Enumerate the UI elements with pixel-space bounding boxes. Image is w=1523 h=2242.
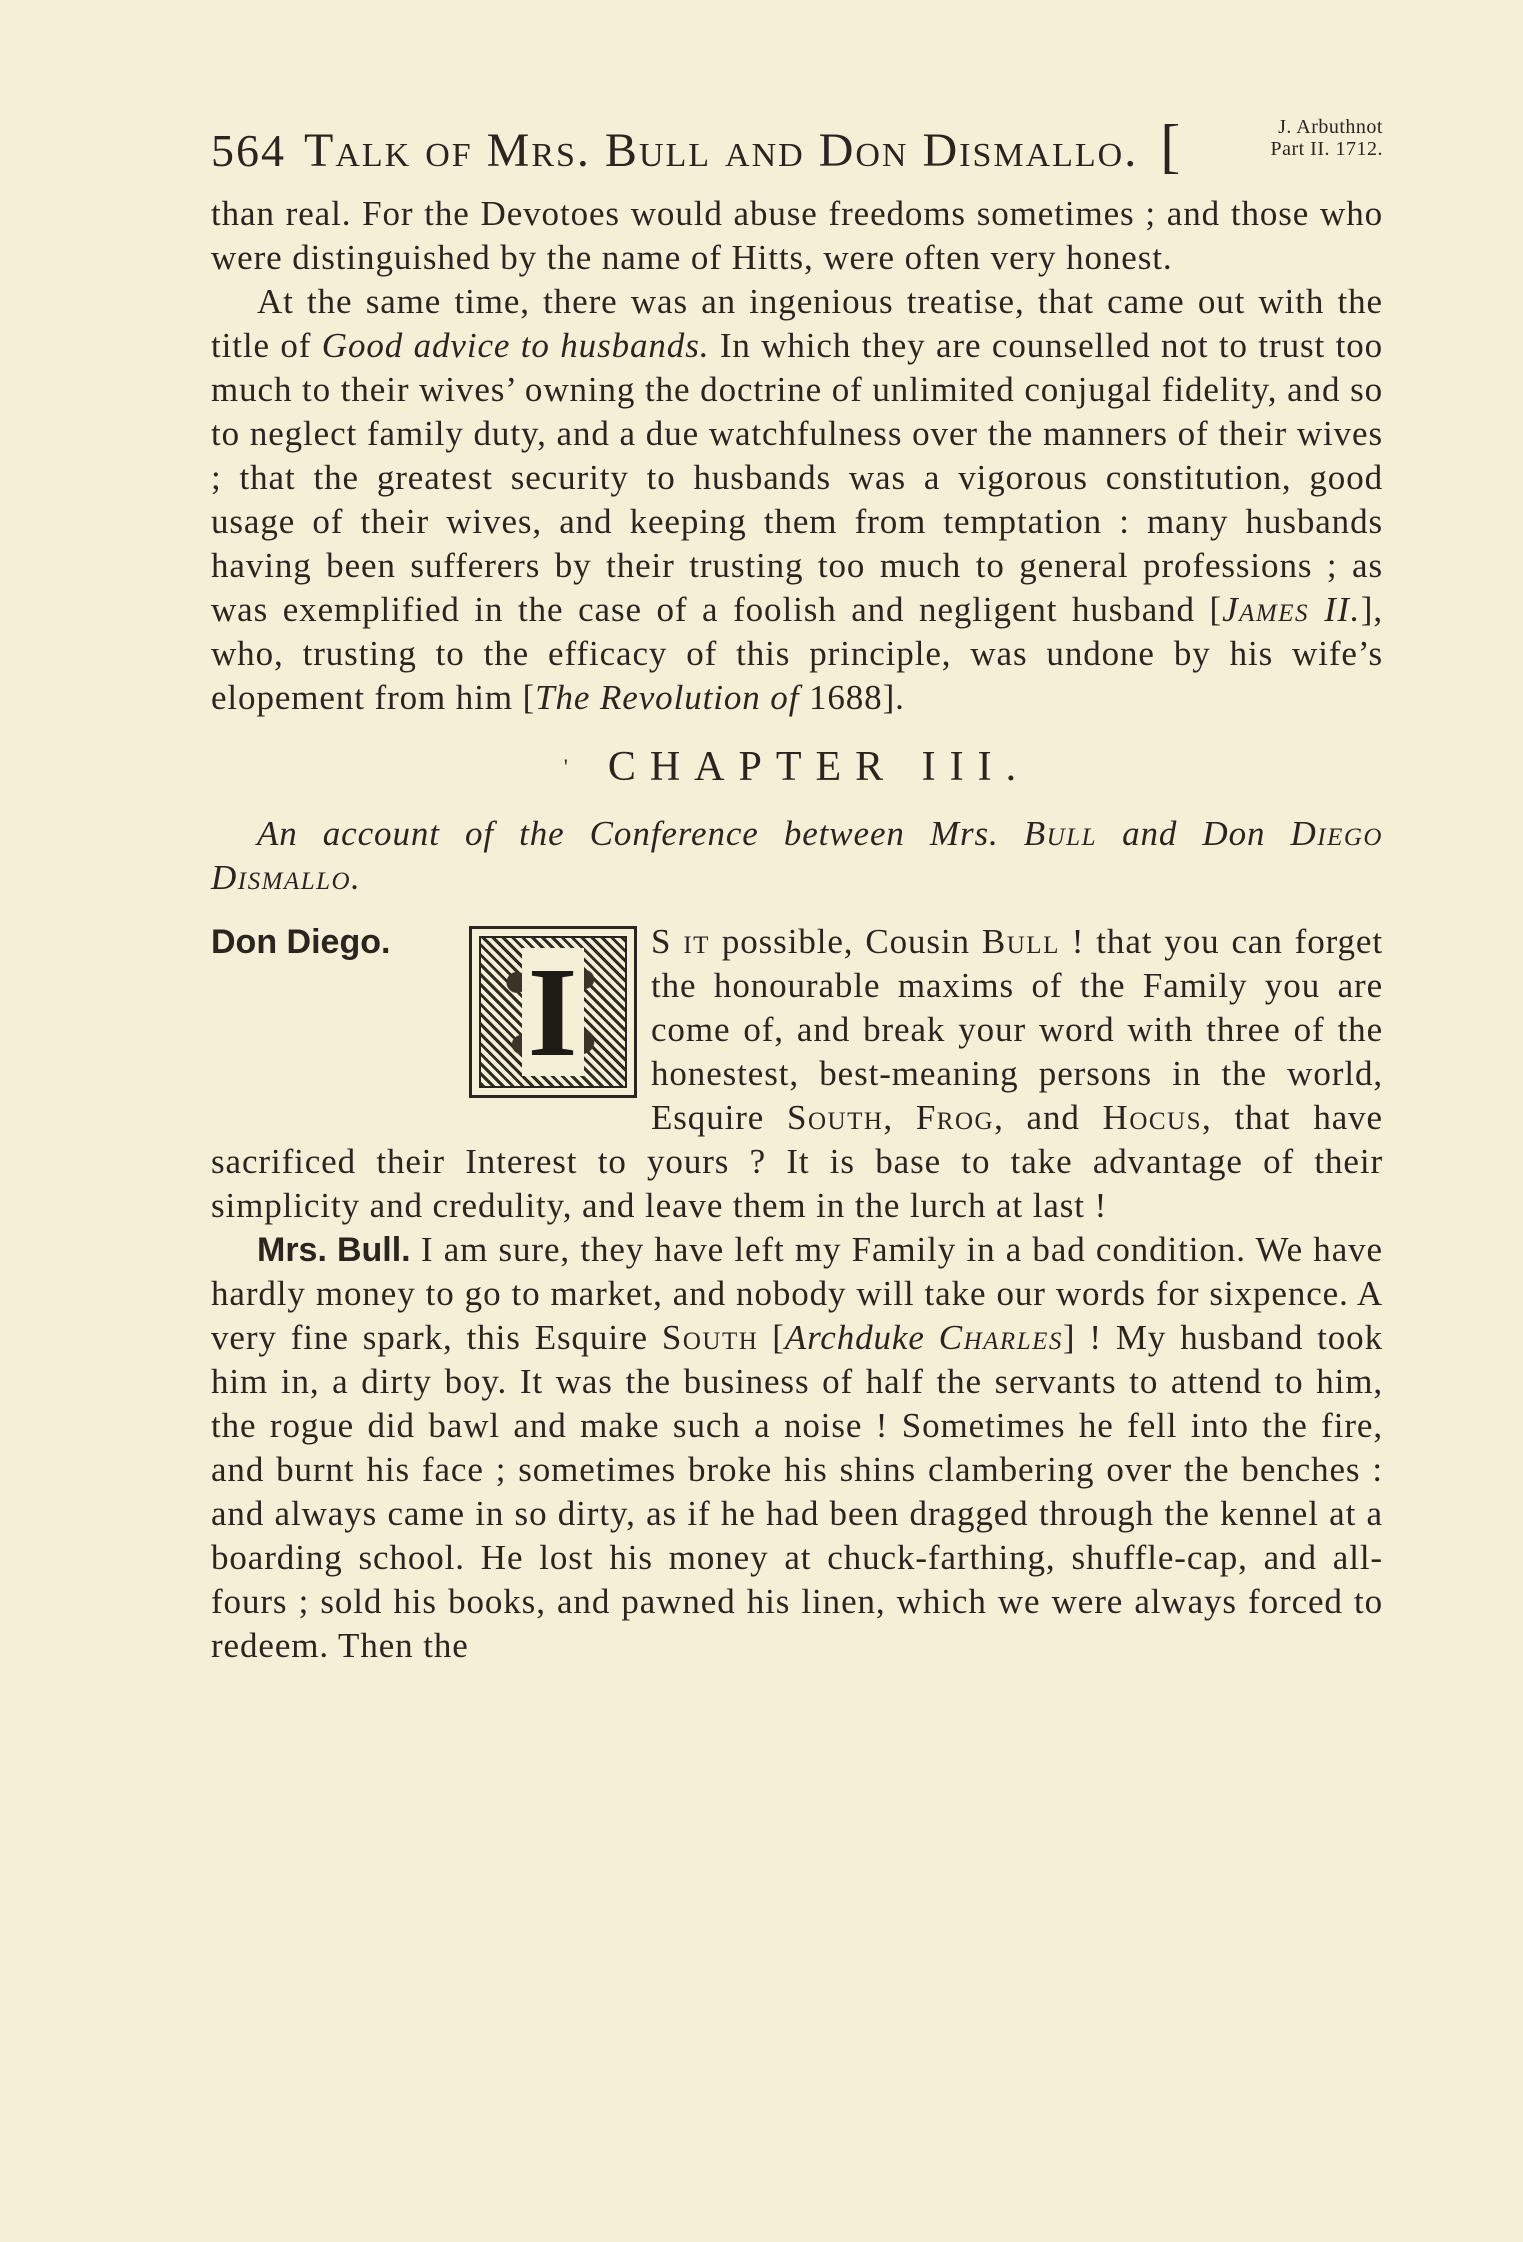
- chapter-tick: ': [563, 754, 568, 779]
- text-run: At the same time, there was an ingenious treatise, that came out with the title of: [211, 282, 1383, 365]
- running-title: Talk of Mrs. Bull and Don Dismallo.: [304, 124, 1139, 177]
- speaker-label: Don Diego.: [211, 923, 391, 961]
- text-run: , and: [994, 1098, 1103, 1137]
- dialogue-text: [211, 920, 1383, 1228]
- body-text: [211, 192, 1383, 1668]
- name-frog: Frog: [915, 1098, 995, 1137]
- revolution-ref: The Revolution of: [535, 678, 800, 717]
- text-run: possible, Cousin: [709, 922, 982, 961]
- text-run: ], who, trusting to the efficacy of this principle, was undone by his wife’s elopement from him [: [211, 590, 1383, 717]
- dialogue-mrs-bull: [211, 1228, 1383, 1668]
- author-part-date: [1270, 116, 1383, 160]
- name-hocus: Hocus: [1102, 1098, 1203, 1137]
- decorated-initial: [469, 926, 637, 1098]
- author-line: J. Arbuthnot: [1278, 116, 1383, 138]
- paragraph-treatise: [211, 280, 1383, 720]
- page-number: 564: [211, 125, 286, 176]
- book-title: Good advice to husbands.: [321, 326, 710, 365]
- initial-letter: I: [522, 948, 585, 1076]
- ornament-pattern: [479, 936, 627, 1088]
- name-bull: Bull: [981, 922, 1060, 961]
- text-run: it: [683, 922, 710, 961]
- text-run: S: [651, 922, 684, 961]
- text-run: ,: [883, 1098, 916, 1137]
- chapter-title: CHAPTER III.: [607, 744, 1031, 790]
- running-head: [211, 112, 1383, 192]
- james-ref: James II.: [1222, 590, 1361, 629]
- chapter-heading: [211, 742, 1383, 792]
- text-run: , that have sacrificed their Interest to yours ? It is base to take advantage of their simplicity and credulity, and leave them in the lurch at last !: [211, 1098, 1383, 1225]
- archduke-ref: Archduke: [784, 1318, 925, 1357]
- part-date-line: Part II. 1712.: [1270, 138, 1383, 160]
- header-bracket: [: [1160, 113, 1183, 179]
- text-run: [: [758, 1318, 785, 1357]
- name-south: South: [661, 1318, 759, 1357]
- charles-ref: Charles: [938, 1318, 1063, 1357]
- paragraph-continued: than real. For the Devotoes would abuse freedoms sometimes ; and those who were distinguished by the name of Hitts, were often very honest.: [211, 194, 1383, 277]
- text-run: In which they are counselled not to trust too much to their wives’ owning the doctrine of unlimited conjugal fidelity, and so to neglect family duty, and a due watchfulness over the manners of their wives ; that the greatest security to husbands was a vigorous constitution, good usage of their wives, and keeping them from temptation : many husbands having been sufferers by their trusting too much to general professions ; as was exemplified in the case of a foolish and negligent husband [: [211, 326, 1383, 629]
- dialogue-don-diego: [211, 920, 1383, 1228]
- chapter-argument: [211, 812, 1383, 900]
- text-run: An account of the Conference between Mrs.: [257, 814, 1024, 853]
- text-run: 1688].: [799, 678, 905, 717]
- text-run: and Don: [1097, 814, 1291, 853]
- name-south: South: [787, 1098, 884, 1137]
- name-diego: Diego Dismallo.: [211, 814, 1383, 897]
- speaker-label: Mrs. Bull.: [257, 1231, 411, 1269]
- name-bull: Bull: [1023, 814, 1097, 853]
- text-run: ! that you can forget the honourable maxims of the Family you are come of, and break your word with three of the honestest, best-meaning persons in the world, Esquire: [651, 922, 1383, 1137]
- text-run: I am sure, they have left my Family in a bad condition. We have hardly money to go to market, and nobody will take our words for sixpence. A very fine spark, this Esquire: [211, 1230, 1383, 1357]
- text-run: ] ! My husband took him in, a dirty boy. It was the business of half the servants to attend to him, the rogue did bawl and make such a noise ! Sometimes he fell into the fire, and burnt his face ; sometimes broke his shins clambering over the benches : and always came in so dirty, as if he had been dragged through the kennel at a boarding school. He lost his money at chuck-farthing, shuffle-cap, and all-fours ; sold his books, and pawned his linen, which we were always forced to redeem. Then the: [211, 1318, 1383, 1665]
